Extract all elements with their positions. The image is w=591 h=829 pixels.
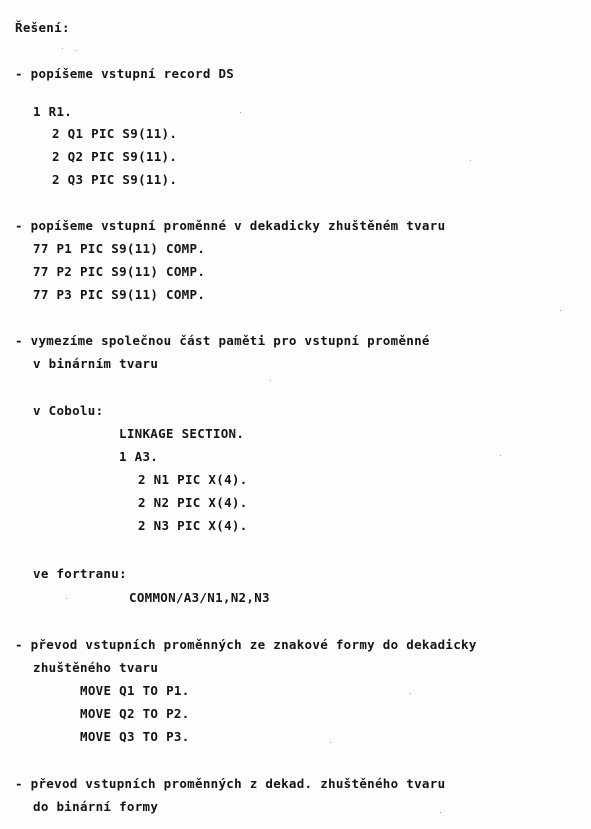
code-record-a3: 1 A3. xyxy=(119,449,159,464)
code-field-n2: 2 N2 PIC X(4). xyxy=(138,495,248,510)
code-move-q3: MOVE Q3 TO P3. xyxy=(80,729,190,744)
heading-reseni: Řešení: xyxy=(15,20,70,35)
scan-speck xyxy=(240,112,241,113)
code-move-q2: MOVE Q2 TO P2. xyxy=(80,706,190,721)
scan-speck xyxy=(62,48,63,49)
label-fortran: ve fortranu: xyxy=(33,566,127,581)
code-linkage-section: LINKAGE SECTION. xyxy=(119,426,245,441)
scan-speck xyxy=(440,812,441,813)
scan-speck xyxy=(560,310,561,311)
code-field-n1: 2 N1 PIC X(4). xyxy=(138,472,248,487)
code-field-q1: 2 Q1 PIC S9(11). xyxy=(52,126,178,141)
scan-speck xyxy=(470,160,471,161)
code-var-p3: 77 P3 PIC S9(11) COMP. xyxy=(33,287,206,302)
scan-speck xyxy=(66,598,67,599)
code-field-q3: 2 Q3 PIC S9(11). xyxy=(52,172,178,187)
code-fortran-common: COMMON/A3/N1,N2,N3 xyxy=(129,590,270,605)
scan-speck xyxy=(500,455,501,456)
code-var-p1: 77 P1 PIC S9(11) COMP. xyxy=(33,241,206,256)
step-common-memory: - vymezíme společnou část paměti pro vstupní proměnné xyxy=(15,333,430,348)
scan-speck xyxy=(410,693,411,694)
step-packed-to-binary: - převod vstupních proměnných z dekad. zhuštěného tvaru xyxy=(15,776,446,791)
step-input-record: - popíšeme vstupní record DS xyxy=(15,66,235,81)
code-field-q2: 2 Q2 PIC S9(11). xyxy=(52,149,178,164)
label-cobol: v Cobolu: xyxy=(33,403,104,418)
code-field-n3: 2 N3 PIC X(4). xyxy=(138,518,248,533)
step-packed-decimal: - popíšeme vstupní proměnné v dekadicky zhuštěném tvaru xyxy=(15,218,446,233)
step-common-memory-cont: v binárním tvaru xyxy=(33,356,159,371)
step-packed-to-binary-cont: do binární formy xyxy=(33,799,159,814)
scan-speck xyxy=(270,380,271,381)
code-record-r1: 1 R1. xyxy=(33,104,73,119)
code-move-q1: MOVE Q1 TO P1. xyxy=(80,683,190,698)
scan-speck xyxy=(75,50,76,51)
step-char-to-packed: - převod vstupních proměnných ze znakové formy do dekadicky xyxy=(15,637,477,652)
scan-speck xyxy=(330,742,331,743)
code-var-p2: 77 P2 PIC S9(11) COMP. xyxy=(33,264,206,279)
step-char-to-packed-cont: zhuštěného tvaru xyxy=(33,660,159,675)
